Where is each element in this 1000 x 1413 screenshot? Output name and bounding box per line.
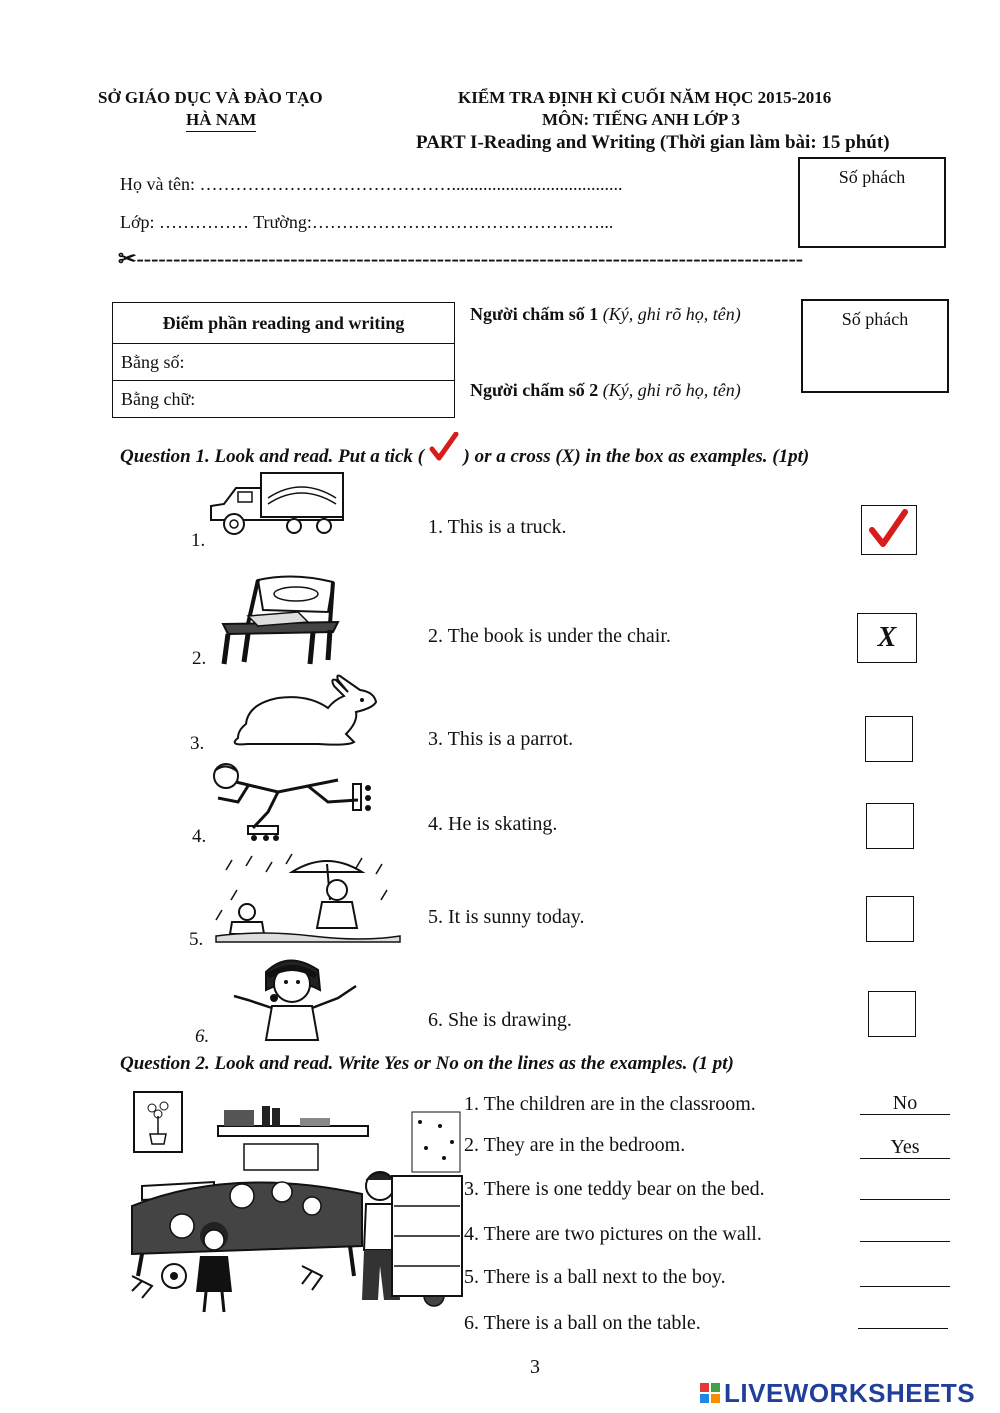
score-table-header: Điểm phần reading and writing xyxy=(113,303,455,344)
student-class-school-field[interactable]: Lớp: …………… Trường:…………………………………………... xyxy=(120,212,614,232)
cut-dashes: ------------------------------------------------------------------------------------------- xyxy=(136,246,804,271)
so-phach-box-bottom xyxy=(801,299,949,393)
question-1-title-start: Question 1. Look and read. Put a tick ( xyxy=(120,446,425,467)
liveworksheets-logo xyxy=(700,1378,975,1408)
grader-2-note: (Ký, ghi rõ họ, tên) xyxy=(602,380,741,400)
chair-with-book-picture xyxy=(218,572,358,667)
score-by-words[interactable]: Bằng chữ: xyxy=(113,381,455,418)
province-name: HÀ NAM xyxy=(186,110,256,132)
girl-singing-picture xyxy=(228,950,378,1042)
question-2-title: Question 2. Look and read. Write Yes or No on the lines as the examples. (1 pt) xyxy=(120,1053,734,1074)
department-name: SỞ GIÁO DỤC VÀ ĐÀO TẠO xyxy=(98,88,323,107)
q1-item-3-answer-box[interactable] xyxy=(865,716,913,762)
q1-item-6-answer-box[interactable] xyxy=(868,991,916,1037)
liveworksheets-logo-icon xyxy=(700,1383,720,1403)
q2-item-6-answer[interactable] xyxy=(858,1306,948,1329)
score-table xyxy=(112,302,455,418)
q1-item-3-text: 3. This is a parrot. xyxy=(428,728,574,750)
q2-item-4-answer[interactable] xyxy=(860,1219,950,1242)
exam-subject: MÔN: TIẾNG ANH LỚP 3 xyxy=(542,110,741,129)
truck-picture xyxy=(206,468,346,538)
q1-item-4-text: 4. He is skating. xyxy=(428,813,558,835)
q2-item-2-answer[interactable]: Yes xyxy=(860,1136,950,1159)
q2-item-3-answer[interactable] xyxy=(860,1177,950,1200)
q1-item-5-answer-box[interactable] xyxy=(866,896,914,942)
q1-item-4-number: 4. xyxy=(192,826,207,847)
so-phach-label-2: Số phách xyxy=(841,309,909,329)
q2-item-1-text: 1. The children are in the classroom. xyxy=(464,1093,756,1115)
question-1-title-end: ) or a cross (X) in the box as examples. (1pt) xyxy=(463,446,810,467)
scissors-icon: ✂ xyxy=(118,246,137,271)
cut-line xyxy=(118,246,803,272)
q1-item-6-number: 6. xyxy=(195,1026,210,1047)
score-by-number[interactable]: Bằng số: xyxy=(113,344,455,381)
grader-1-label: Người chấm số 1 xyxy=(470,304,599,324)
q1-item-1-answer-box[interactable] xyxy=(861,505,917,555)
q1-item-2-number: 2. xyxy=(192,648,207,669)
q1-item-1-text: 1. This is a truck. xyxy=(428,516,567,538)
q1-item-3-number: 3. xyxy=(190,733,205,754)
q2-item-6-text: 6. There is a ball on the table. xyxy=(464,1312,701,1334)
q2-item-5-text: 5. There is a ball next to the boy. xyxy=(464,1266,726,1288)
rabbit-picture xyxy=(228,672,383,752)
cross-mark: X xyxy=(877,622,897,653)
q1-item-2-text: 2. The book is under the chair. xyxy=(428,625,671,647)
boy-skating-picture xyxy=(208,762,383,842)
student-name-field[interactable]: Họ và tên: ……………………………………...................................... xyxy=(120,174,623,194)
q2-item-5-answer[interactable] xyxy=(860,1264,950,1287)
so-phach-label: Số phách xyxy=(838,167,906,187)
exam-part: PART I-Reading and Writing (Thời gian làm bài: 15 phút) xyxy=(416,132,890,153)
q2-item-1-answer[interactable]: No xyxy=(860,1092,950,1115)
q2-item-3-text: 3. There is one teddy bear on the bed. xyxy=(464,1178,765,1200)
bedroom-picture xyxy=(122,1086,464,1316)
red-check-icon xyxy=(429,442,459,466)
liveworksheets-brand: LIVEWORKSHEETS xyxy=(724,1377,976,1408)
q1-item-1-number: 1. xyxy=(191,530,206,551)
q1-item-2-answer-box[interactable] xyxy=(857,613,917,663)
red-check-icon xyxy=(862,506,914,552)
q1-item-5-number: 5. xyxy=(189,929,204,950)
so-phach-box-top xyxy=(798,157,946,248)
exam-title: KIỂM TRA ĐỊNH KÌ CUỐI NĂM HỌC 2015-2016 xyxy=(458,88,832,107)
q1-item-4-answer-box[interactable] xyxy=(866,803,914,849)
grader-1-note: (Ký, ghi rõ họ, tên) xyxy=(602,304,741,324)
grader-2 xyxy=(470,380,741,401)
page-number: 3 xyxy=(530,1356,540,1378)
grader-1 xyxy=(470,304,741,325)
q2-item-4-text: 4. There are two pictures on the wall. xyxy=(464,1223,762,1245)
grader-2-label: Người chấm số 2 xyxy=(470,380,599,400)
rainy-scene-picture xyxy=(212,850,402,945)
q1-item-6-text: 6. She is drawing. xyxy=(428,1009,572,1031)
q1-item-5-text: 5. It is sunny today. xyxy=(428,906,585,928)
question-1-title xyxy=(120,438,809,468)
q2-item-2-text: 2. They are in the bedroom. xyxy=(464,1134,686,1156)
